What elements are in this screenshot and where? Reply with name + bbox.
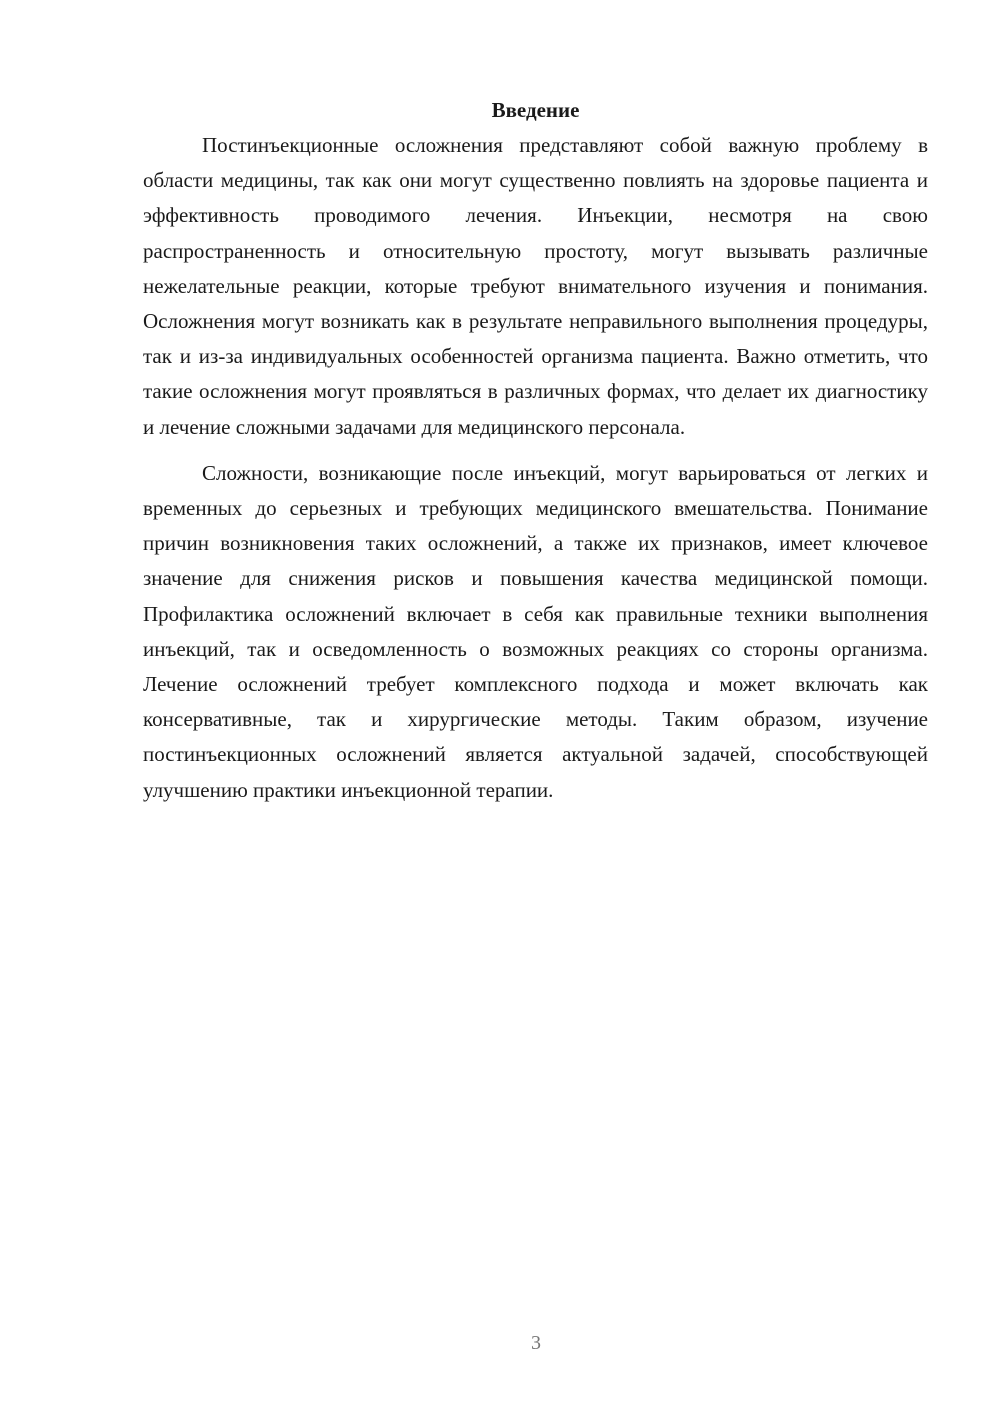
page-number: 3 [531,1332,541,1354]
paragraph-2: Сложности, возникающие после инъекций, могут варьироваться от легких и временных до серьезных и требующих медицинского вмешательства. Понимание причин возникновения таких осложнений, а также их признаков, имеет ключевое значение для снижения рисков и повышения качества медицинской помощи. Профилактика осложнений включает в себя как правильные техники выполнения инъекций, так и осведомленность о возможных реакциях со стороны организма. Лечение осложнений требует комплексного подхода и может включать как консервативные, так и хирургические методы. Таким образом, изучение постинъекционных осложнений является актуальной задачей, способствующей улучшению практики инъекционной терапии. [143,460,928,802]
page-content [143,92,928,808]
paragraph-1: Постинъекционные осложнения представляют собой важную проблему в области медицины, так как они могут существенно повлиять на здоровье пациента и эффективность проводимого лечения. Инъекции, несмотря на свою распространенность и относительную простоту, могут вызывать различные нежелательные реакции, которые требуют внимательного изучения и понимания. Осложнения могут возникать как в результате неправильного выполнения процедуры, так и из-за индивидуальных особенностей организма пациента. Важно отметить, что такие осложнения могут проявляться в различных формах, что делает их диагностику и лечение сложными задачами для медицинского персонала. [143,133,928,439]
section-heading: Введение [491,98,580,122]
